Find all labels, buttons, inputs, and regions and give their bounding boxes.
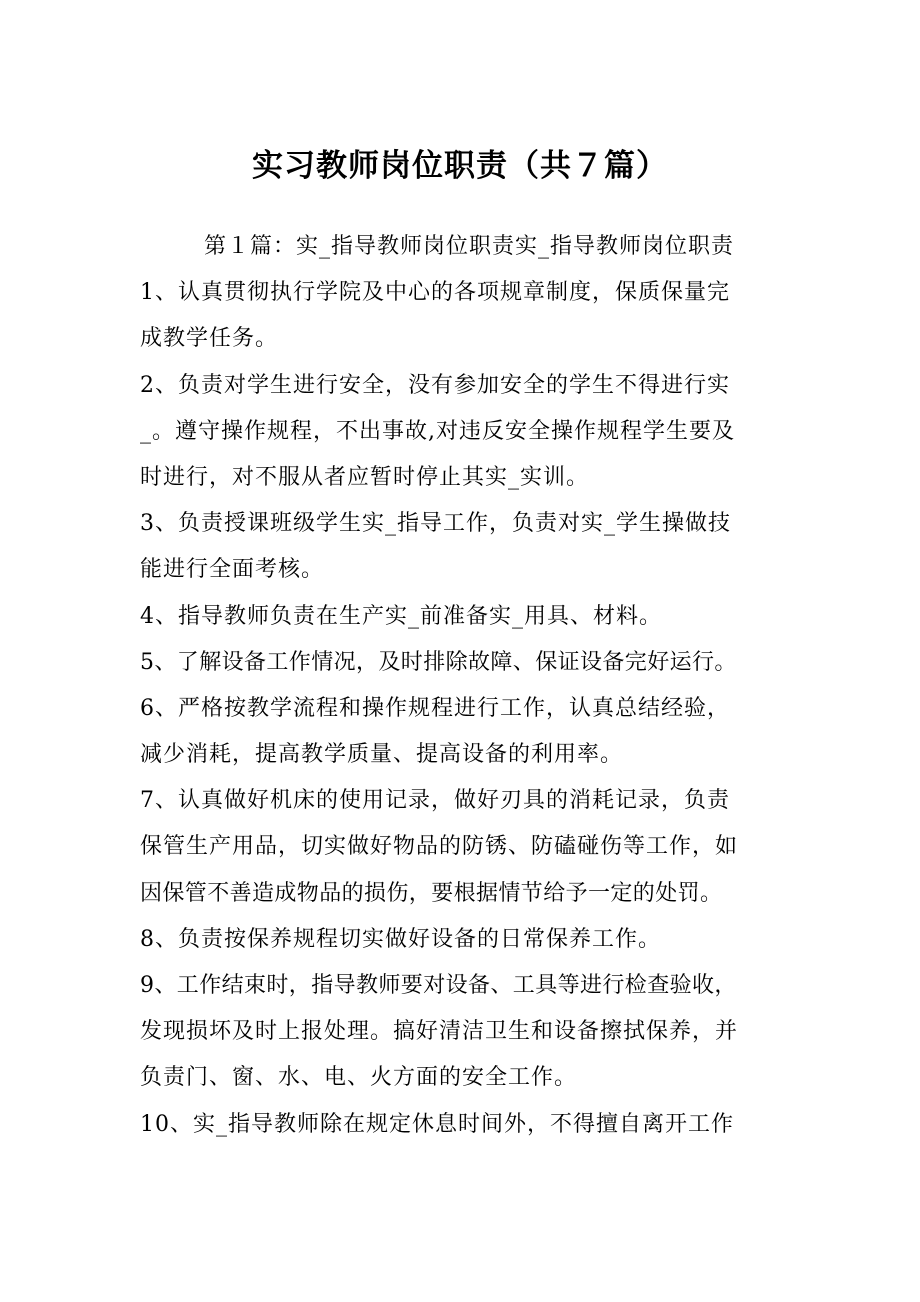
body-line: 保管生产用品，切实做好物品的防锈、防磕碰伤等工作，如 — [140, 834, 739, 860]
body-line: _。遵守操作规程，不出事故,对违反安全操作规程学生要及 — [140, 418, 735, 444]
body-line: 1、认真贯彻执行学院及中心的各项规章制度，保质保量完 — [140, 280, 730, 306]
body-line: 成教学任务。 — [140, 326, 279, 352]
body-line: 9、工作结束时，指导教师要对设备、工具等进行检查验收， — [140, 973, 737, 998]
body-line: 8、负责按保养规程切实做好设备的日常保养工作。 — [140, 926, 661, 952]
body-line: 4、指导教师负责在生产实_前准备实_用具、材料。 — [140, 603, 662, 629]
body-line: 10、实_指导教师除在规定休息时间外，不得擅自离开工作 — [140, 1111, 734, 1137]
body-line: 发现损坏及时上报处理。搞好清洁卫生和设备擦拭保养，并 — [140, 1019, 739, 1045]
body-line: 7、认真做好机床的使用记录，做好刃具的消耗记录，负责 — [140, 788, 730, 814]
body-line: 能进行全面考核。 — [140, 557, 325, 583]
body-line: 减少消耗，提高教学质量、提高设备的利用率。 — [140, 742, 624, 768]
section-subtitle: 第１篇：实_指导教师岗位职责实_指导教师岗位职责 — [204, 234, 735, 259]
body-line: 6、严格按教学流程和操作规程进行工作，认真总结经验， — [140, 695, 730, 721]
document-title: 实习教师岗位职责（共７篇） — [252, 148, 668, 184]
body-line: 2、负责对学生进行安全，没有参加安全的学生不得进行实 — [140, 372, 730, 398]
body-line: 5、了解设备工作情况，及时排除故障、保证设备完好运行。 — [140, 649, 737, 675]
body-line: 时进行，对不服从者应暂时停止其实_实训。 — [140, 464, 590, 490]
document-body — [140, 224, 800, 1148]
body-line: 3、负责授课班级学生实_指导工作，负责对实_学生操做技 — [140, 511, 731, 537]
body-line: 因保管不善造成物品的损伤，要根据情节给予一定的处罚。 — [140, 880, 723, 906]
body-line: 负责门、窗、水、电、火方面的安全工作。 — [140, 1065, 578, 1091]
